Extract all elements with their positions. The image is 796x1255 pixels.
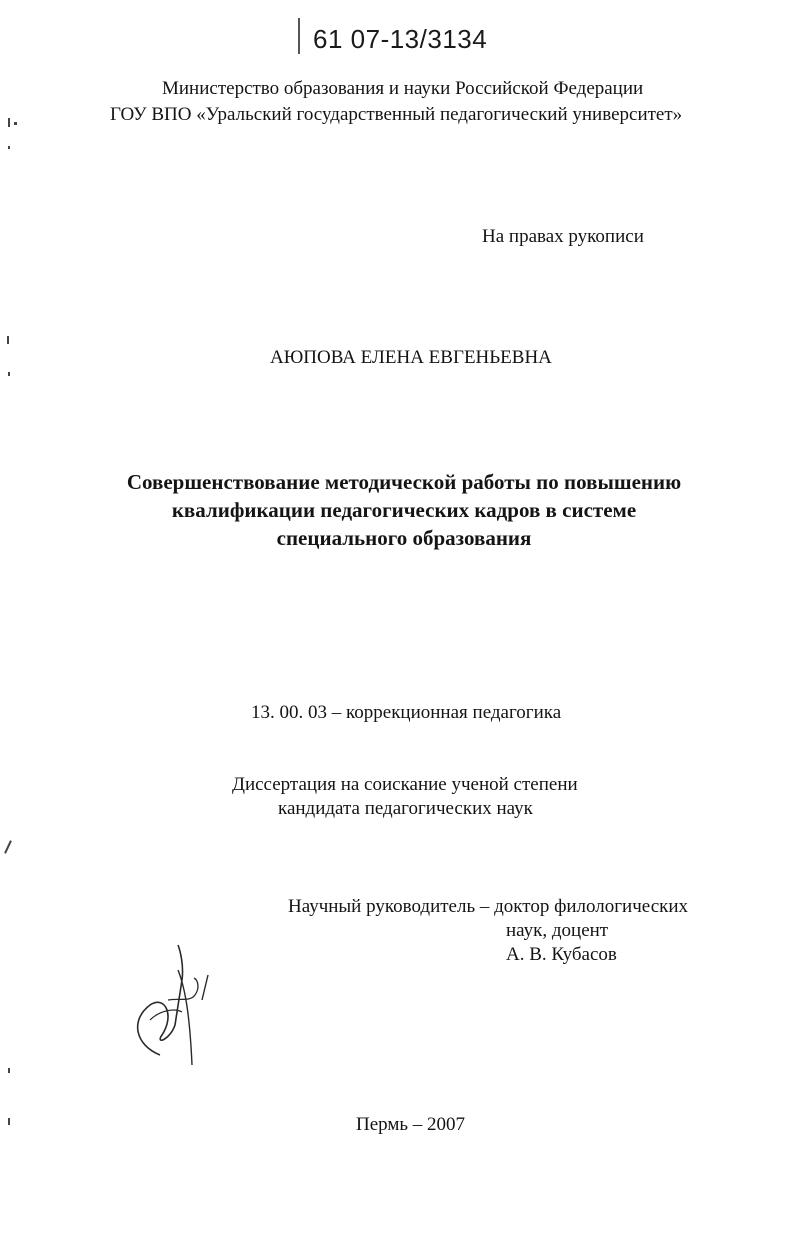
supervisor-line-2: наук, доцент <box>506 920 609 941</box>
supervisor-name: А. В. Кубасов <box>506 944 617 965</box>
dissertation-title <box>6 468 796 552</box>
degree-line-2: кандидата педагогических наук <box>278 798 533 819</box>
title-line-1: Совершенствование методической работы по повышению <box>126 470 682 494</box>
degree-line-1: Диссертация на соискание ученой степени <box>232 774 578 795</box>
handwritten-signature-icon <box>120 940 230 1070</box>
scan-speck <box>8 146 10 149</box>
archive-code: 61 07-13/3134 <box>313 24 488 54</box>
ministry-line: Министерство образования и науки Российской Федерации <box>162 78 644 99</box>
scan-speck <box>8 372 10 376</box>
manuscript-note: На правах рукописи <box>482 226 644 247</box>
scan-speck <box>8 1068 10 1073</box>
scan-speck <box>7 336 9 344</box>
university-line: ГОУ ВПО «Уральский государственный педагогический университет» <box>110 104 683 125</box>
stamp-divider <box>298 18 300 54</box>
scan-speck <box>14 122 17 125</box>
title-line-2: квалификации педагогических кадров в системе <box>171 498 637 522</box>
specialty-code: 13. 00. 03 – коррекционная педагогика <box>251 702 562 723</box>
title-line-3: специального образования <box>276 526 532 550</box>
city-year: Пермь – 2007 <box>356 1114 466 1135</box>
author-name: АЮПОВА ЕЛЕНА ЕВГЕНЬЕВНА <box>270 347 552 368</box>
scan-speck <box>8 118 10 127</box>
scan-speck <box>8 1118 10 1125</box>
supervisor-line-1: Научный руководитель – доктор филологических <box>288 896 689 917</box>
scan-speck <box>4 840 12 854</box>
